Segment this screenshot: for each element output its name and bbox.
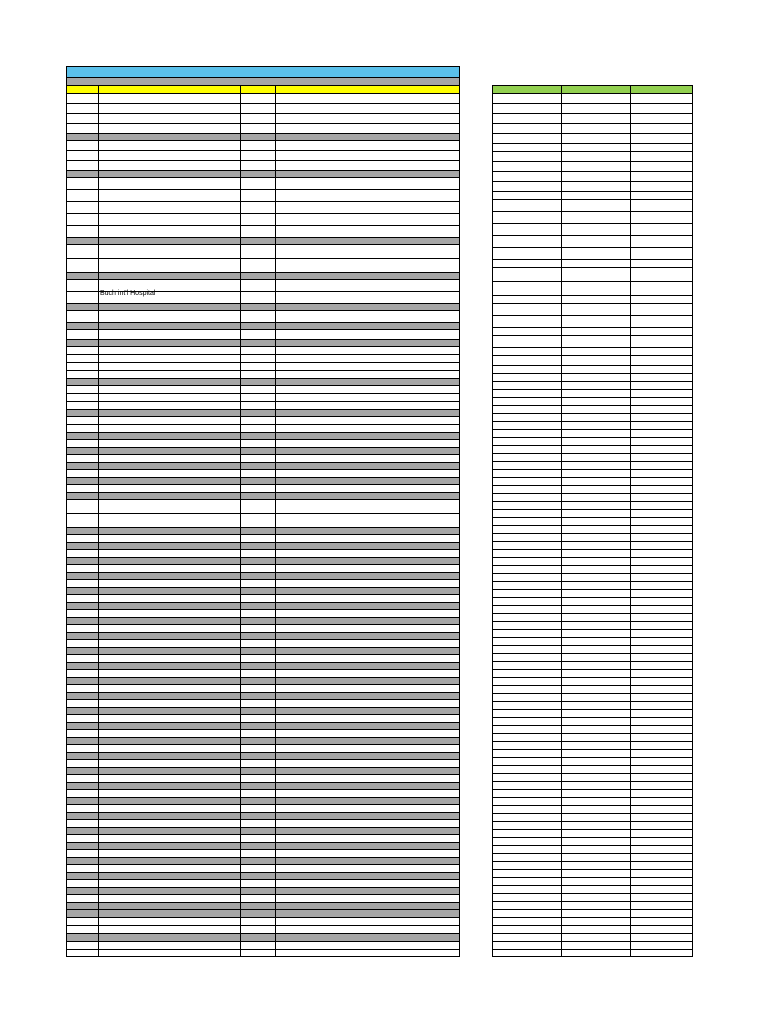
table-row bbox=[67, 595, 459, 603]
table-row bbox=[67, 700, 459, 708]
table-row bbox=[493, 926, 692, 934]
table-row bbox=[493, 526, 692, 534]
table-row bbox=[493, 710, 692, 718]
table-row bbox=[493, 374, 692, 382]
table-row bbox=[493, 734, 692, 742]
table-row bbox=[493, 718, 692, 726]
table-row bbox=[67, 386, 459, 394]
table-row bbox=[493, 830, 692, 838]
table-row bbox=[67, 640, 459, 648]
table-row bbox=[493, 790, 692, 798]
table-row bbox=[493, 502, 692, 510]
section-separator-row bbox=[67, 588, 459, 595]
table-row bbox=[493, 622, 692, 630]
table-row bbox=[493, 336, 692, 348]
table-row bbox=[67, 820, 459, 828]
table-row bbox=[67, 178, 459, 190]
section-separator-row bbox=[67, 134, 459, 141]
table-row bbox=[67, 805, 459, 813]
table-row bbox=[67, 440, 459, 448]
table-row bbox=[493, 750, 692, 758]
table-row bbox=[67, 330, 459, 340]
table-row bbox=[493, 518, 692, 526]
section-separator-row bbox=[67, 873, 459, 880]
table-row bbox=[493, 774, 692, 782]
table-row bbox=[493, 918, 692, 926]
table-row bbox=[67, 535, 459, 543]
table-row bbox=[67, 394, 459, 402]
section-separator-row bbox=[67, 738, 459, 745]
table-row bbox=[493, 212, 692, 224]
column-divider bbox=[630, 86, 631, 956]
table-row bbox=[493, 806, 692, 814]
section-separator-row bbox=[67, 493, 459, 500]
section-separator-row bbox=[67, 340, 459, 347]
table-row bbox=[493, 742, 692, 750]
table-row bbox=[493, 670, 692, 678]
right-table bbox=[492, 85, 693, 957]
section-separator-row bbox=[67, 171, 459, 178]
table-row bbox=[67, 760, 459, 768]
table-row bbox=[493, 152, 692, 162]
section-separator-row bbox=[67, 463, 459, 470]
table-row bbox=[493, 822, 692, 830]
table-row bbox=[67, 850, 459, 858]
table-row bbox=[67, 910, 459, 918]
table-row bbox=[493, 542, 692, 550]
table-row bbox=[67, 655, 459, 663]
table-row bbox=[67, 625, 459, 633]
table-row bbox=[493, 182, 692, 192]
table-row bbox=[493, 430, 692, 438]
table-row bbox=[493, 678, 692, 686]
table-row bbox=[67, 425, 459, 433]
column-divider bbox=[98, 86, 99, 956]
section-separator-row bbox=[67, 783, 459, 790]
table-row bbox=[493, 606, 692, 614]
table-row bbox=[67, 670, 459, 678]
table-row bbox=[493, 172, 692, 182]
table-row bbox=[493, 894, 692, 902]
section-separator-row bbox=[67, 410, 459, 417]
table-row bbox=[493, 304, 692, 316]
table-row bbox=[493, 942, 692, 950]
table-row bbox=[67, 402, 459, 410]
table-row bbox=[493, 282, 692, 296]
table-row bbox=[67, 355, 459, 363]
table-row bbox=[493, 510, 692, 518]
section-separator-row bbox=[67, 558, 459, 565]
table-row bbox=[493, 878, 692, 886]
section-separator-row bbox=[67, 903, 459, 910]
table-row bbox=[67, 685, 459, 693]
section-separator-row bbox=[67, 304, 459, 311]
table-row bbox=[493, 694, 692, 702]
table-row bbox=[67, 565, 459, 573]
column-header-row bbox=[67, 86, 459, 94]
table-row bbox=[67, 775, 459, 783]
table-row bbox=[493, 406, 692, 414]
section-separator-row bbox=[67, 798, 459, 805]
table-row bbox=[67, 104, 459, 114]
table-row bbox=[493, 870, 692, 878]
table-row bbox=[67, 926, 459, 934]
table-row bbox=[67, 745, 459, 753]
table-row bbox=[493, 910, 692, 918]
section-separator-row bbox=[67, 379, 459, 386]
table-row bbox=[493, 348, 692, 356]
table-row bbox=[493, 902, 692, 910]
right-header-row bbox=[493, 86, 692, 94]
table-row bbox=[493, 566, 692, 574]
table-row bbox=[493, 550, 692, 558]
section-separator-row bbox=[67, 633, 459, 640]
section-separator-row bbox=[67, 858, 459, 865]
table-row bbox=[493, 630, 692, 638]
section-separator-row bbox=[67, 888, 459, 895]
section-separator-row bbox=[67, 603, 459, 610]
table-row bbox=[493, 614, 692, 622]
table-row bbox=[67, 790, 459, 798]
note-cell: Buch int'l Hospital bbox=[100, 290, 156, 297]
table-row bbox=[67, 485, 459, 493]
section-separator-row bbox=[67, 528, 459, 535]
table-row bbox=[493, 414, 692, 422]
table-row bbox=[493, 646, 692, 654]
table-row bbox=[493, 590, 692, 598]
section-separator-row bbox=[67, 828, 459, 835]
section-separator-row bbox=[67, 693, 459, 700]
table-row bbox=[67, 226, 459, 238]
table-row bbox=[493, 382, 692, 390]
table-row bbox=[493, 94, 692, 104]
table-row bbox=[493, 316, 692, 328]
table-row bbox=[67, 371, 459, 379]
table-row bbox=[493, 854, 692, 862]
section-separator-row bbox=[67, 723, 459, 730]
table-row bbox=[493, 260, 692, 268]
table-row bbox=[493, 470, 692, 478]
table-row bbox=[67, 141, 459, 151]
section-separator-row bbox=[67, 768, 459, 775]
section-separator-row bbox=[67, 433, 459, 440]
table-row bbox=[493, 328, 692, 336]
table-row bbox=[493, 766, 692, 774]
table-row bbox=[493, 654, 692, 662]
table-row bbox=[493, 356, 692, 366]
section-separator-row bbox=[67, 813, 459, 820]
table-row bbox=[493, 934, 692, 942]
column-divider bbox=[240, 86, 241, 956]
table-row bbox=[67, 934, 459, 942]
table-row bbox=[67, 94, 459, 104]
table-row bbox=[493, 638, 692, 646]
table-row bbox=[67, 730, 459, 738]
section-separator-row bbox=[67, 478, 459, 485]
table-row bbox=[67, 895, 459, 903]
table-row bbox=[493, 486, 692, 494]
table-row bbox=[67, 202, 459, 214]
table-row bbox=[493, 478, 692, 486]
section-separator-row bbox=[67, 238, 459, 245]
table-row bbox=[67, 124, 459, 134]
table-row bbox=[67, 918, 459, 926]
table-row bbox=[493, 114, 692, 124]
table-row bbox=[493, 686, 692, 694]
table-row bbox=[67, 942, 459, 950]
table-row bbox=[493, 494, 692, 502]
table-row bbox=[493, 390, 692, 398]
table-row bbox=[67, 865, 459, 873]
section-separator-row bbox=[67, 843, 459, 850]
column-divider bbox=[561, 86, 562, 956]
table-row bbox=[493, 192, 692, 200]
table-row bbox=[493, 846, 692, 854]
table-row bbox=[493, 124, 692, 134]
table-row bbox=[493, 598, 692, 606]
table-row bbox=[493, 886, 692, 894]
table-row bbox=[67, 715, 459, 723]
table-row bbox=[67, 610, 459, 618]
table-row bbox=[493, 838, 692, 846]
section-separator-row bbox=[67, 618, 459, 625]
section-separator-row bbox=[67, 273, 459, 280]
table-row bbox=[67, 580, 459, 588]
table-row bbox=[493, 144, 692, 152]
table-row bbox=[67, 500, 459, 514]
table-row bbox=[67, 161, 459, 171]
table-row bbox=[493, 268, 692, 282]
left-table bbox=[66, 66, 460, 957]
table-row bbox=[493, 438, 692, 446]
table-row bbox=[493, 446, 692, 454]
table-row bbox=[493, 296, 692, 304]
table-row bbox=[493, 814, 692, 822]
table-row bbox=[493, 224, 692, 236]
section-separator-row bbox=[67, 543, 459, 550]
table-row bbox=[67, 835, 459, 843]
section-separator-row bbox=[67, 753, 459, 760]
table-row bbox=[67, 417, 459, 425]
section-separator-row bbox=[67, 573, 459, 580]
table-row bbox=[493, 862, 692, 870]
table-row bbox=[493, 104, 692, 114]
table-row bbox=[493, 200, 692, 212]
title-row bbox=[67, 67, 459, 78]
section-separator-row bbox=[67, 648, 459, 655]
table-row bbox=[493, 236, 692, 248]
table-row bbox=[493, 758, 692, 766]
table-row bbox=[493, 574, 692, 582]
table-row bbox=[67, 311, 459, 323]
table-row bbox=[67, 214, 459, 226]
table-row bbox=[493, 558, 692, 566]
table-row bbox=[67, 259, 459, 273]
table-row bbox=[493, 422, 692, 430]
table-row bbox=[493, 134, 692, 144]
table-row bbox=[67, 455, 459, 463]
table-row bbox=[493, 534, 692, 542]
table-row bbox=[493, 398, 692, 406]
table-row bbox=[67, 114, 459, 124]
subtitle-row bbox=[67, 78, 459, 86]
table-row bbox=[67, 880, 459, 888]
table-row bbox=[67, 550, 459, 558]
section-separator-row bbox=[67, 678, 459, 685]
table-row bbox=[67, 347, 459, 355]
table-row bbox=[493, 798, 692, 806]
table-row bbox=[67, 470, 459, 478]
section-separator-row bbox=[67, 448, 459, 455]
table-row bbox=[493, 454, 692, 462]
table-row bbox=[67, 363, 459, 371]
table-row bbox=[493, 662, 692, 670]
table-row bbox=[493, 702, 692, 710]
table-row bbox=[67, 190, 459, 202]
table-row bbox=[493, 462, 692, 470]
section-separator-row bbox=[67, 663, 459, 670]
table-row bbox=[493, 782, 692, 790]
column-divider bbox=[275, 86, 276, 956]
section-separator-row bbox=[67, 323, 459, 330]
table-row bbox=[493, 162, 692, 172]
table-row bbox=[67, 514, 459, 528]
table-row bbox=[493, 582, 692, 590]
table-row bbox=[493, 248, 692, 260]
table-row bbox=[67, 245, 459, 259]
section-separator-row bbox=[67, 708, 459, 715]
table-row bbox=[67, 151, 459, 161]
table-row bbox=[493, 726, 692, 734]
table-row bbox=[493, 366, 692, 374]
